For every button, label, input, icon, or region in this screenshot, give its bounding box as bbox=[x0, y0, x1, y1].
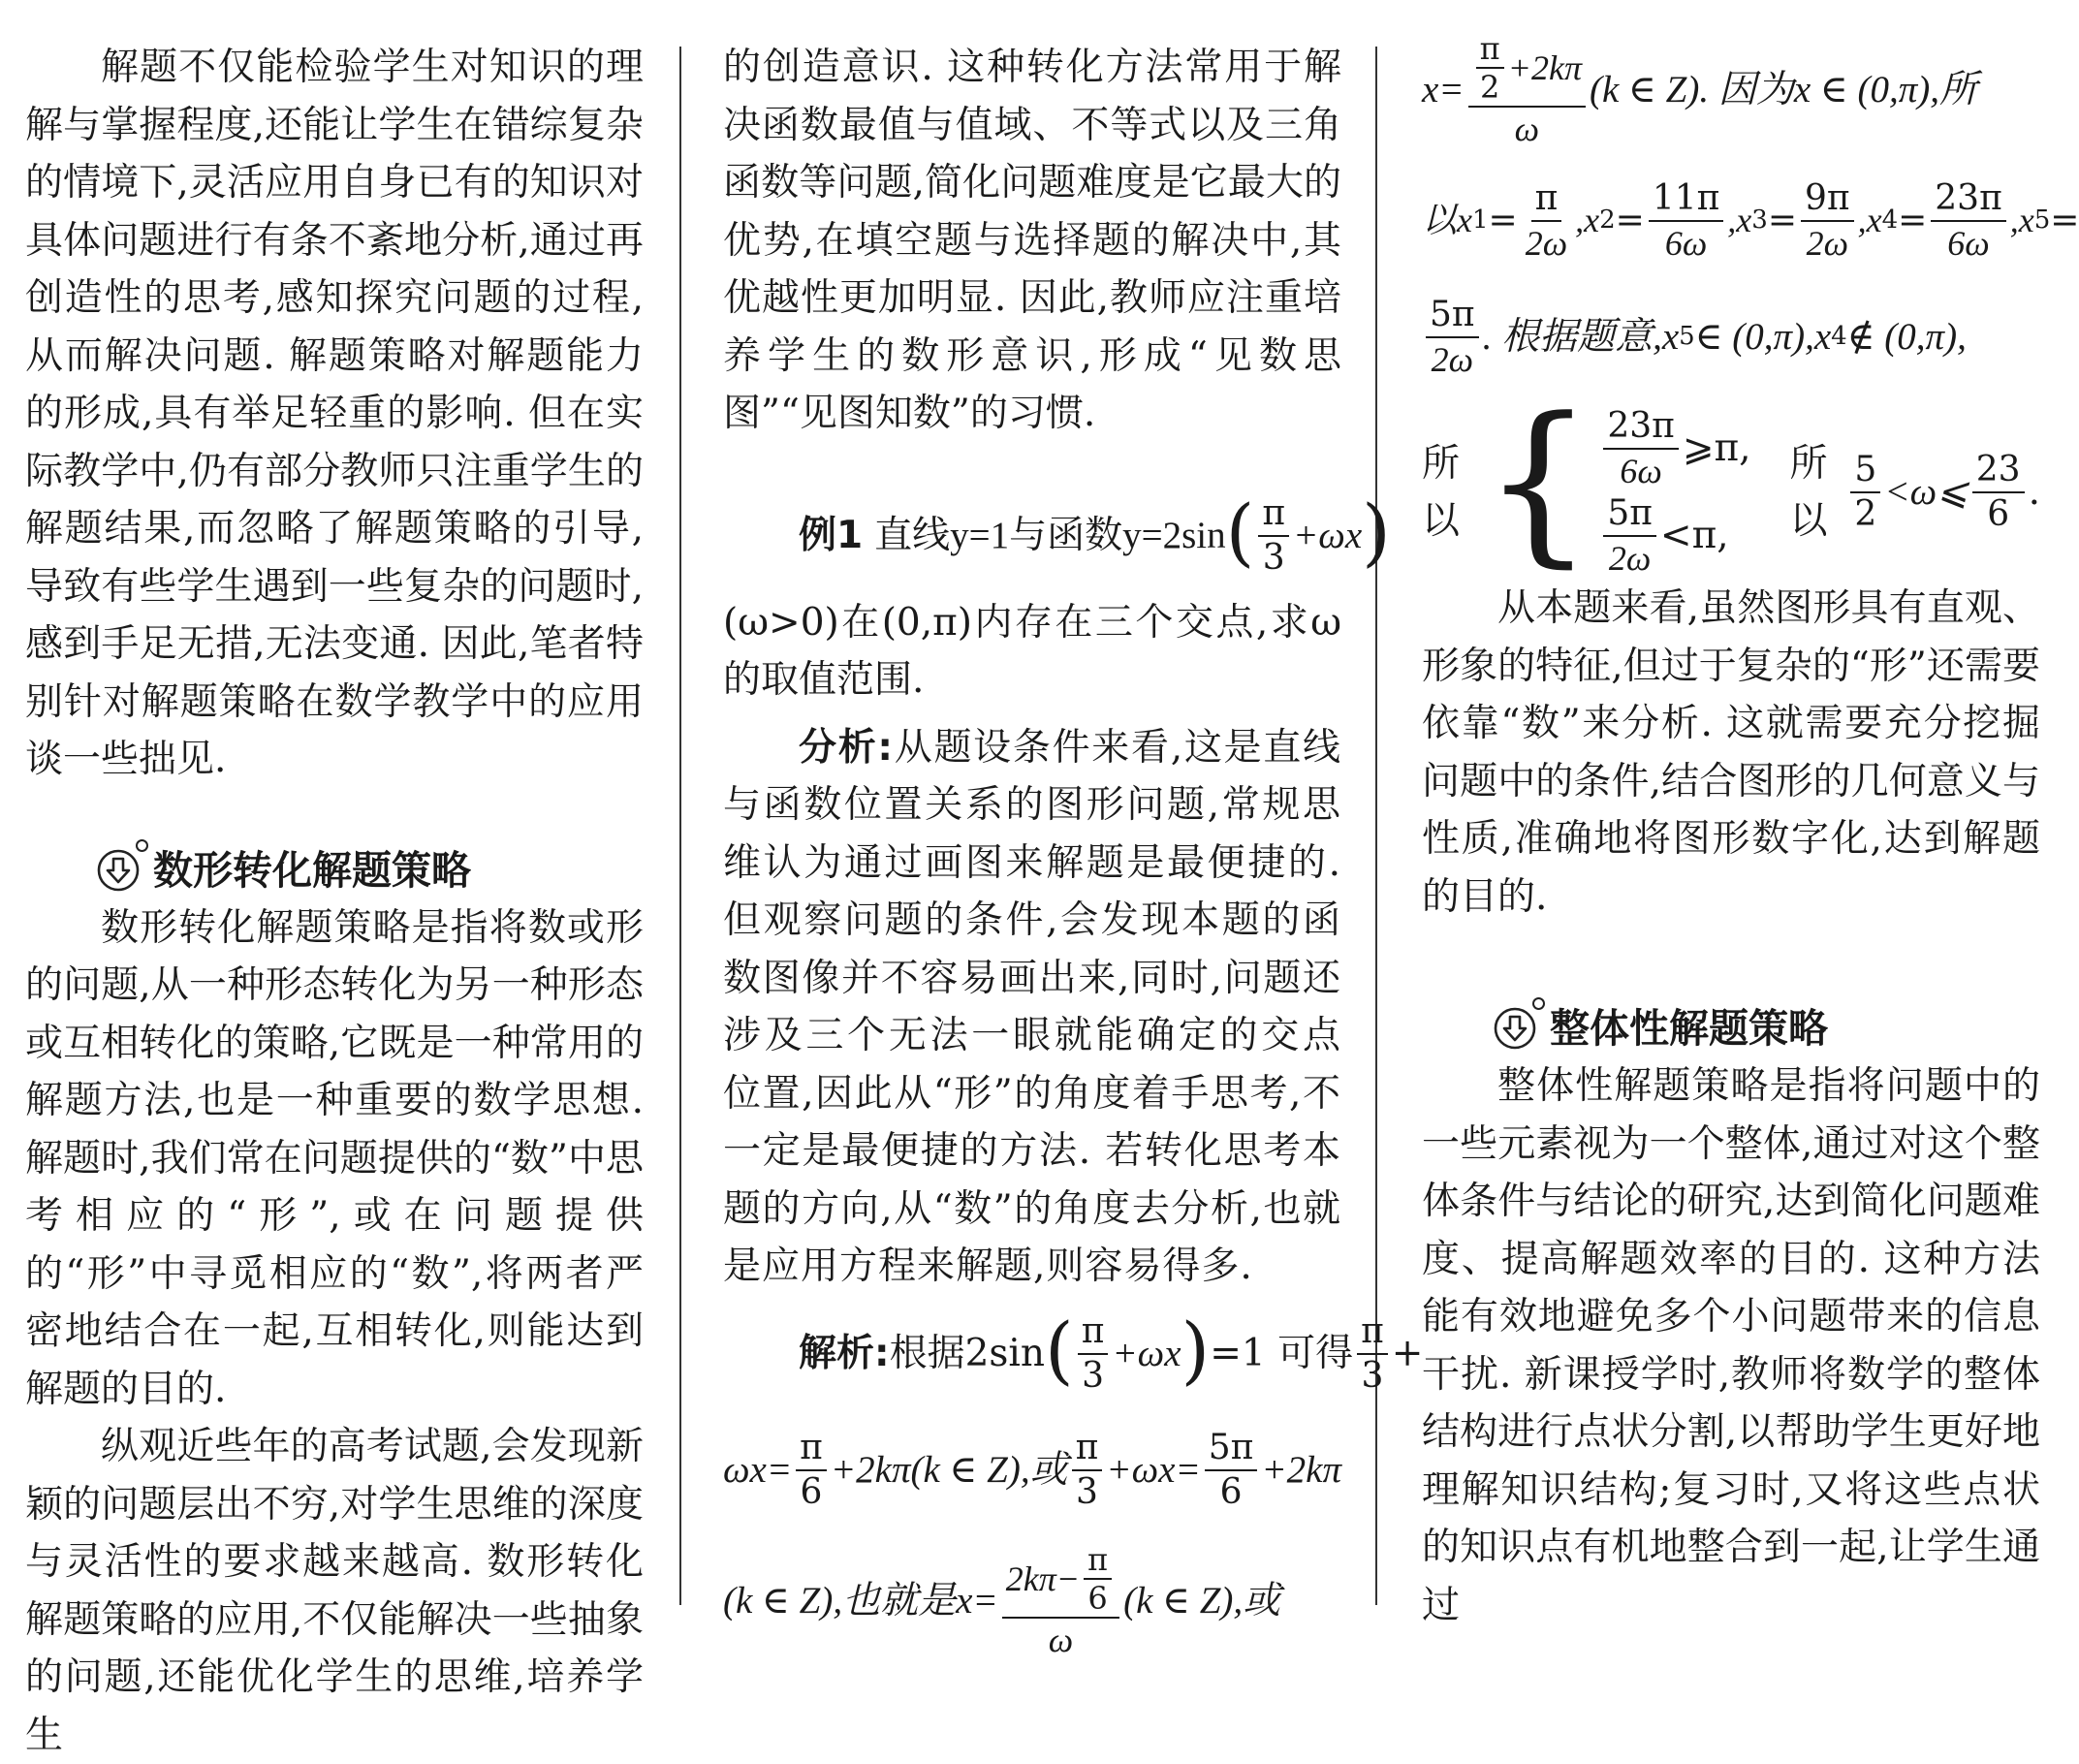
example-label: 例1 bbox=[799, 513, 864, 557]
example-1-line: 例1 直线y=1与函数y=2sin ( $\frac{\pi}{3}$ +ωx ) bbox=[799, 488, 1391, 578]
x-general-solution-line: x= $\frac{\pi}{2}$ +2kπ ω (k ∈ Z). 因为x ∈ (0,π),所 bbox=[1422, 30, 1978, 148]
download-circle-icon bbox=[95, 847, 142, 894]
solution-label: 解析: bbox=[799, 1331, 890, 1375]
download-circle-icon bbox=[1492, 1005, 1538, 1052]
exam-observation: 纵观近些年的高考试题,会发现新颖的问题层出不穷,对学生思维的深度与灵活性的要求越来越高. 数形转化解题策略的应用,不仅能解决一些抽象的问题,还能优化学生的思维,培养学生 bbox=[25, 1425, 644, 1757]
heading-text: 数形转化解题策略 bbox=[153, 846, 471, 894]
section-heading-holistic bbox=[1492, 999, 2040, 1057]
roots-line: 以x 1 = $\frac{\pi}{2\omega}$ ,x 2 = $\frac{11\pi}{6\omega}$ ,x 3 = $\frac{9\pi}{2\omega}$ ,x 4 = $\frac{23\pi}{6\omega}$ ,x 5 = bbox=[1422, 178, 2079, 263]
analysis-label: 分析: bbox=[799, 725, 895, 770]
fraction-pi-over-3: $\frac{\pi}{3}$ bbox=[1357, 1310, 1388, 1398]
section-heading-shape-number bbox=[95, 841, 644, 899]
solution-text-1b: =1 可得 bbox=[1210, 1331, 1354, 1375]
fraction-5pi-over-6: $\frac{5\pi}{6}$ bbox=[1205, 1427, 1258, 1514]
column-2 bbox=[723, 39, 1424, 1674]
case-1: $\frac{23\pi}{6\omega}$ ⩾π, bbox=[1599, 405, 1750, 492]
fraction-x-general-2: $\frac{\pi}{2}$ +2kπ ω bbox=[1468, 30, 1586, 150]
solution-line-1: 解析: 根据2sin ( $\frac{\pi}{3}$ +ωx ) =1 可得 $\frac{\pi}{3}$ + bbox=[799, 1306, 1424, 1396]
fraction-x-general-1: 2kπ− $\frac{\pi}{6}$ ω bbox=[1002, 1541, 1119, 1661]
example-text-1: 直线y=1与函数y=2sin bbox=[874, 514, 1226, 556]
case-2: $\frac{5\pi}{2\omega}$ <π, bbox=[1599, 492, 1750, 580]
conditions-line: $\frac{5\pi}{2\omega}$ . 根据题意,x 5 ∈ (0,π),x 4 ∉ (0,π), bbox=[1422, 279, 2040, 395]
cases-label: 所以 bbox=[1422, 441, 1461, 543]
cases-result-label: 所以 bbox=[1789, 441, 1828, 543]
solution-line-3: (k ∈ Z),也就是x= 2kπ− $\frac{\pi}{6}$ ω (k ∈ Z),或 bbox=[723, 1540, 1281, 1659]
fraction-pi-over-3: $\frac{\pi}{3}$ bbox=[1072, 1427, 1103, 1514]
column-3 bbox=[1422, 30, 2079, 1634]
analysis-paragraph bbox=[723, 719, 1341, 1296]
solution-line-2: ωx= $\frac{\pi}{6}$ +2kπ(k ∈ Z),或 $\frac{\pi}{3}$ +ωx= $\frac{5\pi}{6}$ +2kπ bbox=[723, 1427, 1342, 1512]
shape-number-definition: 数形转化解题策略是指将数或形的问题,从一种形态转化为另一种形态或互相转化的策略,它既是一种常用的解题方法,也是一种重要的数学思想. 解题时,我们常在问题提供的“数”中思考相应的“形”,或在问题提供的“形”中寻觅相应的“数”,将两者严密地结合在一起,互相转化,则能达到解题的目的. bbox=[25, 905, 644, 1411]
continuation-paragraph: 的创造意识. 这种转化方法常用于解决函数最值与值域、不等式以及三角函数等问题,简化问题难度是它最大的优势,在填空题与选择题的解决中,其优越性更加明显. 因此,教师应注重培养学生的数形意识,形成“见数思图”“见图知数”的习惯. bbox=[723, 46, 1341, 435]
column-1 bbox=[25, 39, 644, 1764]
analysis-text: 从题设条件来看,这是直线与函数位置关系的图形问题,常规思维认为通过画图来解题是最便捷的. 但观察问题的条件,会发现本题的函数图像并不容易画出来,同时,问题还涉及三个无法一眼就能确定的交点位置,因此从“形”的角度着手思考,不一定是最便捷的方法. 若转化思考本题的方向,从“数”的角度去分析,也就是应用方程来解题,则容易得多. bbox=[723, 725, 1341, 1288]
conclusion-paragraph: 从本题来看,虽然图形具有直观、形象的特征,但过于复杂的“形”还需要依靠“数”来分析. 这就需要充分挖掘问题中的条件,结合图形的几何意义与性质,准确地将图形数字化,达到解题的目的. bbox=[1422, 586, 2040, 919]
fraction-pi-over-3: $\frac{\pi}{3}$ bbox=[1258, 492, 1289, 580]
heading-text: 整体性解题策略 bbox=[1550, 1005, 1828, 1052]
intro-paragraph: 解题不仅能检验学生对知识的理解与掌握程度,还能让学生在错综复杂的情境下,灵活应用自身已有的知识对具体问题进行有条不紊地分析,通过再创造性的思考,感知探究问题的过程,从而解决问题. 解题策略对解题能力的形成,具有举足轻重的影响. 但在实际教学中,仍有部分教师只注重学生的解题结果,而忽略了解题策略的引导,导致有些学生遇到一些复杂的问题时,感到手足无措,无法变通. 因此,笔者特别针对解题策略在数学教学中的应用谈一些拙见. bbox=[25, 46, 644, 781]
brace-icon: { bbox=[1482, 381, 1594, 583]
example-1-condition: (ω>0)在(0,π)内存在三个交点,求ω的取值范围. bbox=[723, 600, 1341, 702]
holistic-definition: 整体性解题策略是指将问题中的一些元素视为一个整体,通过对这个整体条件与结论的研究,达到简化问题难度、提高解题效率的目的. 这种方法能有效地避免多个小问题带来的信息干扰. 新课授学时,教师将数学的整体结构进行点状分割,以帮助学生更好地理解知识结构;复习时,又将这些点状的知识点有机地整合到一起,让学生通过 bbox=[1422, 1064, 2040, 1627]
solution-text-1a: 根据2sin bbox=[889, 1331, 1046, 1375]
column-divider-1 bbox=[679, 47, 681, 1605]
fraction-pi-over-3: $\frac{\pi}{3}$ bbox=[1078, 1310, 1109, 1398]
inequality-system: 所以 { $\frac{23\pi}{6\omega}$ ⩾π, $\frac{5\pi}{2\omega}$ <π, 所以 $\frac{5}{2}$ <ω⩽ $\frac{23}{6}$ . bbox=[1422, 381, 2040, 583]
fraction-pi-over-6: $\frac{\pi}{6}$ bbox=[796, 1427, 827, 1514]
